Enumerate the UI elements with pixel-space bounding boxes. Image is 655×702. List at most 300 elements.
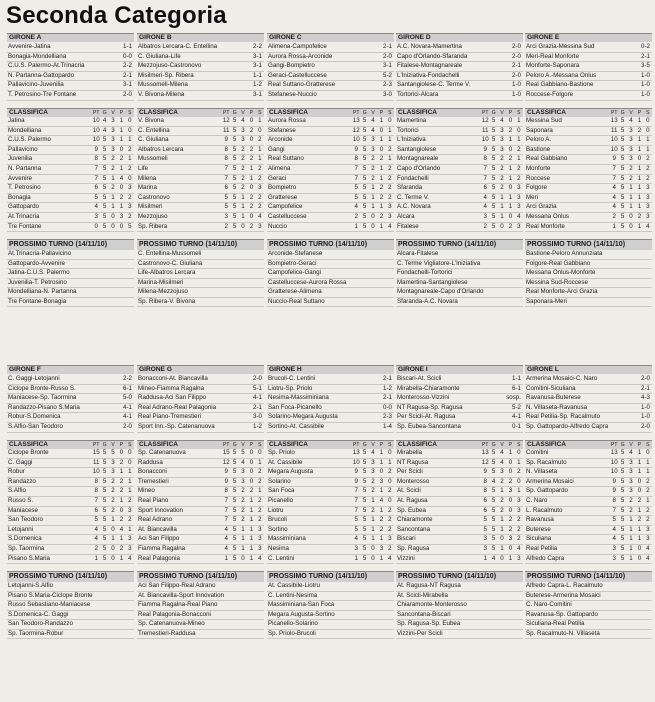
result-row [396, 413, 523, 423]
stat-value: 1 [637, 535, 642, 543]
standings-row [267, 117, 394, 127]
stat-value: 7 [612, 506, 616, 514]
stat-value: 2 [646, 487, 650, 495]
stat-value: 2 [517, 468, 521, 476]
stat-value: 3 [371, 136, 375, 144]
team-name: L'Iniziativa [397, 136, 426, 144]
stat-value: 1 [379, 535, 384, 543]
stat-value: 3 [224, 213, 228, 220]
stat-value: 10 [92, 136, 100, 144]
standings-table [137, 449, 264, 564]
stat-value: 10 [92, 468, 100, 476]
stat-value: 10 [610, 458, 618, 466]
stat-value: 1 [388, 155, 392, 163]
stat-value: 5 [491, 468, 496, 476]
results-list [525, 375, 652, 433]
stat-value: 5 [102, 545, 107, 552]
stat-value: 2 [500, 477, 504, 485]
team-name: Alfredo Capra [526, 554, 565, 562]
stat-value: 5 [354, 184, 358, 192]
stat-value: 2 [517, 516, 521, 524]
stat-value: 5 [354, 193, 358, 201]
result-row [137, 81, 264, 91]
next-match: Castronovo-C. Giuliana [137, 260, 264, 270]
team-name: At. Biancavilla [138, 525, 177, 533]
team-name: Sp. Ragusa [397, 545, 430, 552]
stat-header: P [379, 441, 384, 448]
stat-value: 5 [620, 458, 625, 466]
standings-row [396, 165, 523, 175]
team-name: Messina Sud [526, 117, 562, 125]
result-row [7, 413, 134, 423]
standings-table [7, 449, 134, 564]
match-score: 2-1 [123, 71, 132, 79]
stat-value: 5 [362, 184, 367, 192]
stat-value: 1 [354, 554, 358, 562]
stat-value: 3 [241, 477, 245, 485]
stat-value: 2 [500, 174, 504, 182]
next-match: Montagnareale-Capo d'Orlando [396, 288, 523, 298]
stat-value: 5 [362, 155, 367, 163]
team-name: N. Villaseta [526, 468, 558, 476]
result-row [525, 81, 652, 91]
match-score: 1-0 [641, 413, 650, 421]
stat-value: 3 [111, 117, 115, 125]
team-name: Sp. Eubea [397, 506, 426, 514]
standings-row [7, 487, 134, 497]
stat-header: P [508, 109, 513, 116]
stat-value: 5 [620, 174, 625, 182]
stat-value: 0 [249, 477, 254, 485]
results-list [396, 375, 523, 433]
stat-value: 0 [637, 545, 642, 552]
stat-value: 1 [629, 193, 633, 201]
next-match: Bompietro-Geraci [267, 260, 394, 270]
stat-value: 1 [379, 458, 384, 466]
next-match: Gattopardo-Avvenire [7, 260, 134, 270]
team-name: Russo S. [8, 497, 34, 505]
stat-value: 1 [508, 449, 513, 457]
stat-value: 2 [379, 516, 384, 524]
next-match: Marina-Misilmeri [137, 279, 264, 289]
next-match: Sp. Ribera-V. Bivona [137, 298, 264, 308]
standings-row [267, 497, 394, 507]
stat-value: 1 [612, 222, 616, 230]
result-row [267, 375, 394, 385]
stat-value: 3 [258, 525, 262, 533]
next-match: S.Domenica-C. Gaggi [7, 611, 134, 621]
stat-header: PT [611, 109, 618, 116]
team-name: Real Piano [138, 497, 169, 505]
stat-value: 5 [232, 213, 237, 220]
standings-table [396, 117, 523, 232]
team-name: C. Naro [526, 497, 548, 505]
result-row [267, 394, 394, 404]
stat-header: P [119, 109, 124, 116]
stat-value: 3 [517, 222, 521, 230]
stat-value: 5 [354, 516, 358, 524]
team-name: Misilmeri [138, 203, 163, 211]
team-name: S.Domenica [8, 535, 42, 543]
stat-value: 1 [241, 213, 245, 220]
match-name: C. Gaggi-Letojanni [8, 375, 60, 382]
stat-value: 0 [517, 449, 521, 457]
stat-value: 7 [224, 174, 228, 182]
stat-value: 1 [388, 136, 392, 144]
stat-value: 5 [102, 497, 107, 505]
result-row [7, 423, 134, 433]
result-row [267, 81, 394, 91]
match-score: 4-3 [641, 394, 650, 402]
result-row [396, 91, 523, 101]
next-match: Fondachelli-Tortorici [396, 269, 523, 279]
next-match: Russo Sebastiano-Maniacese [7, 601, 134, 611]
standings-row [137, 165, 264, 175]
standings-row [396, 146, 523, 156]
stat-value: 3 [128, 506, 132, 514]
stat-value: 0 [508, 213, 513, 220]
stat-value: 3 [111, 458, 115, 466]
stat-value: 1 [111, 535, 115, 543]
stat-value: 2 [258, 193, 262, 201]
stat-value: 1 [119, 535, 124, 543]
standings-row [137, 545, 264, 555]
match-name: Liotru-Sp. Priolo [268, 384, 313, 392]
next-match: Buterese-Armerina Mosaici [525, 592, 652, 602]
stat-value: 2 [249, 126, 254, 134]
stat-value: 9 [483, 468, 487, 476]
standings-row [7, 194, 134, 204]
stat-value: 1 [500, 203, 504, 211]
standings-row [7, 175, 134, 185]
team-name: Biscari [397, 535, 416, 543]
next-round-list [525, 250, 652, 307]
team-name: Sfaranda [397, 184, 423, 192]
standings-row [267, 213, 394, 223]
stat-value: 0 [128, 458, 132, 466]
standings-row [396, 487, 523, 497]
stat-value: 4 [371, 117, 375, 125]
stat-value: 5 [620, 477, 625, 485]
standings-row [7, 203, 134, 213]
standings-header [137, 108, 264, 118]
stat-value: 10 [610, 136, 618, 144]
stat-value: 1 [128, 477, 132, 485]
team-name: Real Monforte [526, 222, 565, 230]
match-score: 1-2 [253, 81, 262, 89]
stat-value: 1 [249, 545, 254, 552]
result-row [7, 394, 134, 404]
stat-value: 2 [517, 145, 521, 153]
match-name: Per Scicli-At. Ragusa [397, 413, 456, 421]
match-name: Raddusa-Aci San Filippo [138, 394, 207, 402]
stat-value: 4 [119, 174, 124, 182]
girone-block [7, 33, 134, 307]
team-name: Saponara [526, 126, 553, 134]
stat-value: 2 [508, 222, 513, 230]
team-name: Alcara [397, 213, 415, 220]
stat-value: 2 [637, 126, 642, 134]
match-score: 5-2 [512, 403, 521, 411]
standings-row [267, 127, 394, 137]
stat-value: 8 [483, 477, 487, 485]
stat-value: 13 [610, 449, 618, 457]
match-name: Robur-S.Domenica [8, 413, 61, 421]
next-match: Messina Sud-Roccese [525, 279, 652, 289]
standings-row [525, 203, 652, 213]
stat-value: 11 [93, 458, 100, 466]
stat-value: 1 [111, 174, 115, 182]
standings-row [525, 165, 652, 175]
standings-table [396, 449, 523, 564]
next-match: At. Cassibile-Liotru [267, 582, 394, 592]
team-name: Castelluccese [268, 213, 307, 220]
stat-value: 4 [500, 458, 504, 466]
team-name: Jatina [8, 117, 25, 125]
match-name: Mezzojuso-Castronovo [138, 62, 202, 70]
stat-value: 5 [491, 184, 496, 192]
stat-header: S [258, 441, 262, 448]
stat-value: 4 [258, 554, 262, 562]
stat-value: 5 [232, 193, 237, 201]
stat-value: 5 [102, 535, 107, 543]
match-score: 1-1 [512, 375, 521, 382]
stat-value: 7 [224, 497, 228, 505]
match-score: 6-1 [512, 384, 521, 392]
stat-value: 3 [128, 184, 132, 192]
team-name: Buterese [526, 525, 551, 533]
next-match: Sp. Priolo-Brucoli [267, 630, 394, 640]
stat-value: 0 [111, 554, 115, 562]
stat-value: 1 [517, 487, 521, 495]
match-name: Gangi-Bompietro [268, 62, 315, 70]
stat-value: 1 [388, 458, 392, 466]
stat-value: 2 [629, 497, 633, 505]
standings-row [137, 535, 264, 545]
next-round-header: PROSSIMO TURNO (14/11/10) [396, 239, 523, 250]
stat-value: 5 [102, 174, 107, 182]
stat-value: 1 [637, 136, 642, 144]
stat-value: 5 [232, 165, 237, 173]
stat-value: 10 [481, 136, 489, 144]
stat-value: 5 [620, 487, 625, 495]
stat-value: 7 [224, 516, 228, 524]
stat-value: 2 [119, 545, 124, 552]
match-score: 3-1 [253, 90, 262, 98]
stat-value: 6 [483, 506, 487, 514]
standings-title: CLASSIFICA [9, 108, 48, 116]
next-match: Siculiana-Real Petilia [525, 620, 652, 630]
stat-value: 0 [508, 497, 513, 505]
standings-row [137, 175, 264, 185]
stat-value: 9 [612, 477, 616, 485]
result-row [525, 53, 652, 63]
stat-value: 2 [517, 525, 521, 533]
stat-value: 2 [258, 497, 262, 505]
stat-value: 4 [94, 525, 98, 533]
stat-value: 8 [612, 497, 616, 505]
stat-header: V [500, 109, 504, 116]
stat-value: 2 [379, 213, 384, 220]
result-row [396, 81, 523, 91]
girone-header: GIRONE G [137, 365, 264, 374]
team-name: Monforte [526, 165, 551, 173]
stat-value: 5 [491, 126, 496, 134]
stat-value: 0 [119, 506, 124, 514]
team-name: Pallavicino [8, 145, 38, 153]
stat-value: 5 [612, 516, 616, 524]
girone-block [525, 33, 652, 307]
stat-header: S [258, 109, 262, 116]
stat-value: 1 [646, 497, 650, 505]
team-name: Fitalese [397, 222, 419, 230]
stat-value: 1 [517, 117, 521, 125]
stat-value: 5 [362, 545, 367, 552]
stat-value: 0 [128, 174, 132, 182]
team-name: Monterosso [397, 477, 430, 485]
standings-header [267, 440, 394, 450]
stat-value: 4 [483, 203, 487, 211]
stat-header: P [249, 109, 254, 116]
stat-value: 0 [249, 458, 254, 466]
stat-value: 2 [508, 477, 513, 485]
standings-row [525, 449, 652, 459]
stat-value: 2 [508, 155, 513, 163]
stat-value: 3 [629, 145, 633, 153]
stat-value: 4 [612, 535, 616, 543]
stat-header: S [388, 441, 392, 448]
stat-value: 0 [128, 117, 132, 125]
stat-value: 5 [362, 525, 367, 533]
stat-value: 3 [517, 184, 521, 192]
match-name: Nesima-Massiminiana [268, 394, 329, 402]
stat-value: 2 [371, 174, 375, 182]
standings-row [396, 555, 523, 565]
next-match: Sfaranda-A.C. Novara [396, 298, 523, 308]
stat-value: 4 [483, 193, 487, 201]
stat-header: G [620, 109, 625, 116]
stat-header: PT [93, 441, 100, 448]
stat-value: 0 [119, 184, 124, 192]
stat-value: 9 [354, 468, 358, 476]
stat-value: 13 [352, 117, 360, 125]
stat-value: 3 [111, 145, 115, 153]
stat-value: 4 [612, 184, 616, 192]
stat-value: 2 [241, 145, 245, 153]
standings-row [525, 478, 652, 488]
stat-value: 0 [241, 554, 245, 562]
team-name: Picanello [268, 497, 294, 505]
girone-header: GIRONE H [267, 365, 394, 374]
stat-value: 1 [258, 145, 262, 153]
stat-value: 5 [232, 497, 237, 505]
stat-value: 8 [224, 155, 228, 163]
stat-value: 4 [224, 535, 228, 543]
next-match: Mamertina-Santangiolese [396, 279, 523, 289]
stat-value: 3 [500, 136, 504, 144]
stat-value: 5 [620, 554, 625, 562]
team-name: Capo d'Orlando [397, 165, 441, 173]
stat-value: 1 [379, 222, 384, 230]
stat-value: 3 [371, 145, 375, 153]
stat-value: 5 [491, 222, 496, 230]
match-name: N. Villaseta-Ravanusa [526, 403, 588, 411]
stat-value: 2 [646, 506, 650, 514]
match-name: Tortorici-Alcara [397, 90, 439, 98]
stat-value: 5 [620, 516, 625, 524]
stat-value: 4 [646, 545, 650, 552]
match-name: Mineo-Fiamma Ragalna [138, 384, 205, 392]
stat-value: 2 [258, 477, 262, 485]
match-name: C.U.S. Palermo-At.Trinacria [8, 62, 85, 70]
team-name: Messana Onlus [526, 213, 569, 220]
standings-row [525, 487, 652, 497]
stat-value: 5 [232, 535, 237, 543]
team-name: Comitini [526, 449, 549, 457]
standings-row [7, 165, 134, 175]
stat-value: 1 [128, 155, 132, 163]
stat-value: 3 [111, 468, 115, 476]
stat-value: 0 [249, 213, 254, 220]
standings-row [396, 516, 523, 526]
stat-value: 2 [249, 155, 254, 163]
stat-value: 0 [517, 126, 521, 134]
stat-value: 5 [362, 468, 367, 476]
match-name: Fitalese-Montagnareale [397, 62, 463, 70]
stat-value: 5 [232, 155, 237, 163]
stat-value: 4 [388, 554, 392, 562]
team-name: Mirabella [397, 449, 423, 457]
page-title: Seconda Categoria [6, 2, 227, 29]
stat-value: 2 [517, 174, 521, 182]
stat-value: 2 [612, 213, 616, 220]
next-match: Tre Fontane-Bonagia [7, 298, 134, 308]
stat-value: 0 [249, 468, 254, 476]
standings-table [525, 449, 652, 564]
standings-row [525, 146, 652, 156]
stat-value: 1 [379, 117, 384, 125]
stat-value: 2 [111, 487, 115, 495]
next-match: Arconide-Stefanese [267, 250, 394, 260]
stat-value: 0 [371, 213, 375, 220]
stat-value: 5 [232, 468, 237, 476]
next-match: Megara Augusta-Sortino [267, 611, 394, 621]
team-name: Sp. Catenanuova [138, 449, 186, 457]
result-row [137, 385, 264, 395]
stat-value: 2 [249, 193, 254, 201]
stat-value: 5 [491, 117, 496, 125]
team-name: Sport Innovation [138, 506, 184, 514]
next-match: C. Terme Vigliatore-L'Iniziativa [396, 260, 523, 270]
stat-value: 5 [491, 535, 496, 543]
team-name: C. Gaggi [8, 458, 33, 466]
standings-table [267, 117, 394, 232]
team-name: Maniacese [8, 506, 38, 514]
stat-value: 4 [94, 203, 98, 211]
team-name: Santangiolese [397, 145, 437, 153]
team-name: Brucoli [268, 516, 287, 524]
stat-value: 3 [388, 203, 392, 211]
stat-value: 5 [362, 117, 367, 125]
stat-value: 9 [224, 477, 228, 485]
stat-value: 5 [620, 126, 625, 134]
stat-value: 11 [611, 126, 618, 134]
stat-value: 5 [102, 477, 107, 485]
stat-value: 5 [491, 145, 496, 153]
stat-value: 0 [500, 222, 504, 230]
team-name: Randazzo [8, 477, 36, 485]
stat-value: 1 [517, 136, 521, 144]
